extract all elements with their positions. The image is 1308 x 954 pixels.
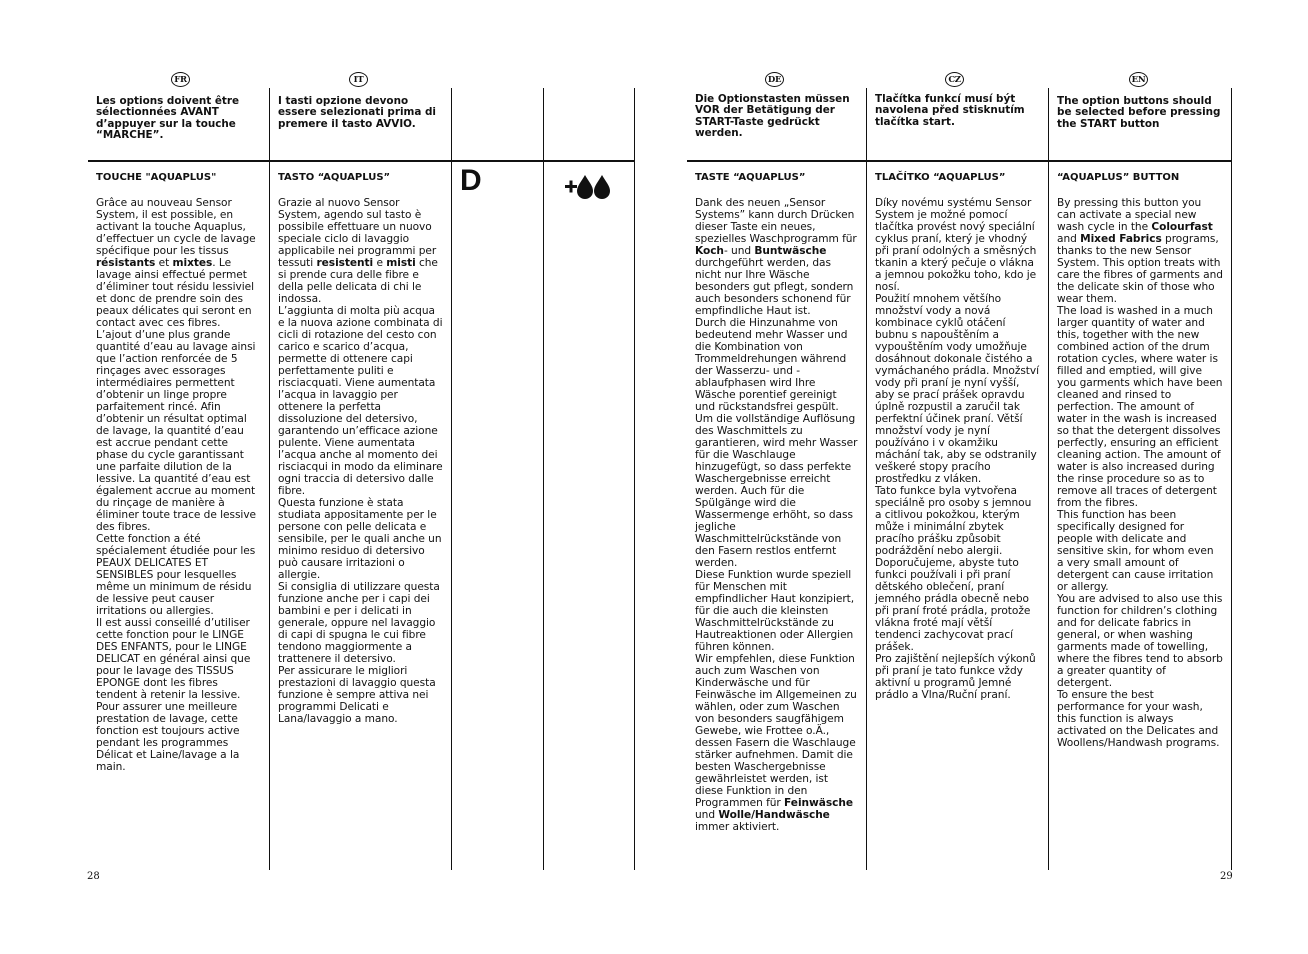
header-note-cz: Tlačítka funkcí musí být navolena před stisknutím tlačítka start. bbox=[867, 88, 1048, 162]
body-text-en: By pressing this button you can activate a special new wash cycle in the Colourfast and Mixed Fabrics programs, thanks to the new Sensor System. This option treats with care the fibres of garments and the delicate skin of those who wear them. The load is washed in a much larger quantity of water and this, together with the new combined action of the drum rotation cycles, where water is filled and emptied, will give you garments which have been cleaned and rinsed to perfection. The amount of water in the wash is increased so that the detergent dissolves perfectly, ensuring an efficient cleaning action. The amount of water is also increased during the rinse procedure so as to remove all traces of detergent from the fibres. This function has been specifically designed for people with delicate and sensitive skin, for whom even a very small amount of detergent can cause irritation or allergy. You are advised to also use this function for children’s clothing and for delicate fabrics in general, or when washing garments made of towelling, where the fibres tend to absorb a greater quantity of detergent. To ensure the best performance for your wash, this function is always activated on the Delicates and Woollens/Handwash programs. bbox=[1057, 197, 1223, 749]
page-number-left: 28 bbox=[87, 871, 100, 882]
body-text-it: Grazie al nuovo Sensor System, agendo sul tasto è possibile effettuare un nuovo speciale ciclo di lavaggio applicabile nei programmi per tessuti resistenti e misti che si prende cura delle fibre e della pelle delicata di chi le indossa. L’aggiunta di molta più acqua e la nuova azione combinata di cicli di rotazione del cesto con carico e scarico d’acqua, permette di ottenere capi perfettamente puliti e risciacquati. Viene aumentata l’acqua in lavaggio per ottenere la perfetta dissoluzione del detersivo, garantendo un’efficace azione pulente. Viene aumentata l’acqua anche al momento dei risciacqui in modo da eliminare ogni traccia di detersivo dalle fibre. Questa funzione è stata studiata appositamente per le persone con pelle delicata e sensibile, per le quali anche un minimo residuo di detersivo può causare irritazioni o allergie. Si consiglia di utilizzare questa funzione anche per i capi dei bambini e per i delicati in generale, oppure nel lavaggio di capi di spugna le cui fibre tendono maggiormente a trattenere il detersivo. Per assicurare le migliori prestazioni di lavaggio questa funzione è sempre attiva nei programmi Delicati e Lana/lavaggio a mano. bbox=[278, 197, 443, 725]
section-title-de: TASTE “AQUAPLUS” bbox=[695, 172, 806, 183]
header-note-de: Die Optionstasten müssen VOR der Betätigung der START-Taste gedrückt werden. bbox=[687, 88, 866, 162]
header-empty-letter bbox=[452, 88, 543, 162]
header-note-fr: Les options doivent être sélectionnées AVANT d’appuyer sur la touche “MARCHE”. bbox=[88, 88, 269, 162]
body-text-fr: Grâce au nouveau Sensor System, il est possible, en activant la touche Aquaplus, d’effectuer un cycle de lavage spécifique pour les tissus résistants et mixtes. Le lavage ainsi effectué permet d’éliminer tout résidu lessiviel et donc de prendre soin des peaux délicates qui seront en contact avec ces fibres. L’ajout d’une plus grande quantité d’eau au lavage ainsi que l’action renforcée de 5 rinçages avec essorages intermédiaires permettent d’obtenir un linge propre parfaitement rincé. Afin d’obtenir un résultat optimal de lavage, la quantité d’eau est accrue pendant cette phase du cycle garantissant une parfaite dilution de la lessive. La quantité d’eau est également accrue au moment du rinçage de manière à éliminer toute trace de lessive des fibres. Cette fonction a été spécialement étudiée pour les PEAUX DELICATES ET SENSIBLES pour lesquelles même un minimum de résidu de lessive peut causer irritations ou allergies. Il est aussi conseillé d’utiliser cette fonction pour le LINGE DES ENFANTS, pour le LINGE DELICAT en général ainsi que pour le lavage des TISSUS EPONGE dont les fibres tendent à retenir la lessive. Pour assurer une meilleure prestation de lavage, cette fonction est toujours active pendant les programmes Délicat et Laine/lavage a la main. bbox=[96, 197, 257, 773]
language-badge-en: EN bbox=[1129, 72, 1148, 87]
language-badge-fr: FR bbox=[171, 72, 190, 87]
section-title-it: TASTO “AQUAPLUS” bbox=[278, 172, 391, 183]
column-en bbox=[1049, 88, 1232, 870]
language-badge-it: IT bbox=[349, 72, 368, 87]
language-badge-cz: CZ bbox=[945, 72, 964, 87]
column-fr bbox=[88, 88, 270, 870]
column-de bbox=[687, 88, 867, 870]
column-button-symbol bbox=[544, 88, 635, 870]
section-title-cz: TLAČÍTKO “AQUAPLUS” bbox=[875, 172, 1006, 183]
header-empty-symbol bbox=[544, 88, 634, 162]
aquaplus-drops-icon bbox=[565, 172, 611, 200]
column-it bbox=[270, 88, 452, 870]
body-text-cz: Díky novému systému Sensor System je možné pomocí tlačítka provést nový speciální cyklus praní, který je vhodný při praní odolných a směsných tkanin a který pečuje o vlákna a jemnou pokožku toho, kdo je nosí. Použití mnohem většího množství vody a nová kombinace cyklů otáčení bubnu s napouštěním a vypouštěním vody umožňuje dosáhnout dokonale čistého a vymáchaného prádla. Množství vody při praní je nyní vyšší, aby se prací prášek opravdu úplně rozpustil a zaručil tak perfektní účinek praní. Větší množství vody je nyní používáno i v okamžiku máchání tak, aby se odstranily veškeré stopy pracího prostředku z vláken. Tato funkce byla vytvořena speciálně pro osoby s jemnou a citlivou pokožkou, kterým může i minimální zbytek pracího prášku způsobit podráždění nebo alergii. Doporučujeme, abyste tuto funkci používali i při praní dětského oblečení, praní jemného prádla obecně nebo při praní froté prádla, protože vlákna froté mají větší tendenci zachycovat prací prášek. Pro zajištění nejlepších výkonů při praní je tato funkce vždy aktivní u programů Jemné prádlo a Vlna/Ruční praní. bbox=[875, 197, 1040, 701]
language-badge-de: DE bbox=[765, 72, 784, 87]
page-number-right: 29 bbox=[1220, 871, 1233, 882]
body-text-de: Dank des neuen „Sensor Systems” kann durch Drücken dieser Taste ein neues, spezielles Waschprogramm für Koch- und Buntwäsche durchgeführt werden, das nicht nur Ihre Wäsche besonders gut pflegt, sondern auch besonders schonend für empfindliche Haut ist. Durch die Hinzunahme von bedeutend mehr Wasser und die Kombination von Trommeldrehungen während der Wasserzu- und -ablaufphasen wird Ihre Wäsche porentief gereinigt und rückstandsfrei gespült. Um die vollständige Auflösung des Waschmittels zu garantieren, wird mehr Wasser für die Waschlauge hinzugefügt, so dass perfekte Waschergebnisse erreicht werden. Auch für die Spülgänge wird die Wassermenge erhöht, so dass jegliche Waschmittelrückstände von den Fasern restlos entfernt werden. Diese Funktion wurde speziell für Menschen mit empfindlicher Haut konzipiert, für die auch die kleinsten Waschmittelrückstände zu Hautreaktionen oder Allergien führen können. Wir empfehlen, diese Funktion auch zum Waschen von Kinderwäsche und für Feinwäsche im Allgemeinen zu wählen, oder zum Waschen von besonders saugfähigem Gewebe, wie Frottee o.Ä., dessen Fasern die Waschlauge stärker aufnehmen. Damit die besten Waschergebnisse gewährleistet werden, ist diese Funktion in den Programmen für Feinwäsche und Wolle/Handwäsche immer aktiviert. bbox=[695, 197, 858, 833]
section-title-fr: TOUCHE "AQUAPLUS" bbox=[96, 172, 217, 183]
section-title-en: “AQUAPLUS” BUTTON bbox=[1057, 172, 1180, 183]
header-note-it: I tasti opzione devono essere selezionati prima di premere il tasto AVVIO. bbox=[270, 88, 451, 162]
header-note-en: The option buttons should be selected before pressing the START button bbox=[1049, 88, 1231, 162]
button-letter: D bbox=[460, 164, 482, 197]
column-cz bbox=[867, 88, 1049, 870]
column-button-letter bbox=[452, 88, 544, 870]
